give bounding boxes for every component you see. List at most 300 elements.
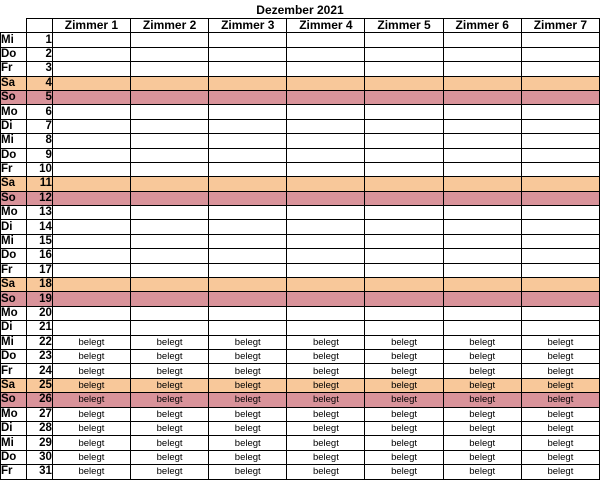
room-3-cell[interactable] <box>209 90 287 104</box>
room-4-cell[interactable] <box>287 105 365 119</box>
room-3-cell[interactable] <box>209 191 287 205</box>
room-1-cell[interactable]: belegt <box>52 421 130 435</box>
room-4-cell[interactable] <box>287 263 365 277</box>
room-6-cell[interactable] <box>443 306 521 320</box>
room-6-cell[interactable] <box>443 62 521 76</box>
room-1-cell[interactable]: belegt <box>52 450 130 464</box>
room-1-cell[interactable]: belegt <box>52 465 130 479</box>
room-1-cell[interactable]: belegt <box>52 407 130 421</box>
table-row <box>1 249 600 263</box>
header-row <box>1 19 600 33</box>
weekday-cell: Mi <box>1 134 27 148</box>
room-6-cell[interactable]: belegt <box>443 378 521 392</box>
room-3-cell[interactable]: belegt <box>209 407 287 421</box>
room-2-cell[interactable] <box>131 321 209 335</box>
room-1-cell[interactable] <box>52 220 130 234</box>
calendar-title: Dezember 2021 <box>256 3 344 17</box>
room-3-cell[interactable] <box>209 321 287 335</box>
day-number-cell: 30 <box>26 450 52 464</box>
table-row <box>1 234 600 248</box>
room-5-cell[interactable] <box>365 321 443 335</box>
room-7-cell[interactable]: belegt <box>521 450 599 464</box>
room-4-cell[interactable]: belegt <box>287 378 365 392</box>
room-4-cell[interactable]: belegt <box>287 393 365 407</box>
weekday-cell: Do <box>1 249 27 263</box>
room-6-cell[interactable] <box>443 191 521 205</box>
room-3-cell[interactable]: belegt <box>209 378 287 392</box>
weekday-cell: Mo <box>1 407 27 421</box>
room-3-cell[interactable] <box>209 62 287 76</box>
room-7-cell[interactable] <box>521 162 599 176</box>
room-4-cell[interactable] <box>287 292 365 306</box>
day-number-cell: 6 <box>26 105 52 119</box>
room-2-cell[interactable] <box>131 47 209 61</box>
room-4-cell[interactable] <box>287 62 365 76</box>
room-6-cell[interactable] <box>443 134 521 148</box>
table-row <box>1 162 600 176</box>
room-5-cell[interactable] <box>365 90 443 104</box>
room-4-cell[interactable] <box>287 306 365 320</box>
room-2-cell[interactable] <box>131 191 209 205</box>
weekday-cell: So <box>1 191 27 205</box>
room-3-cell[interactable] <box>209 47 287 61</box>
day-number-cell: 5 <box>26 90 52 104</box>
room-6-cell[interactable] <box>443 278 521 292</box>
room-3-cell[interactable]: belegt <box>209 450 287 464</box>
day-number-cell: 21 <box>26 321 52 335</box>
column-header-room-6: Zimmer 6 <box>443 19 521 33</box>
room-7-cell[interactable] <box>521 134 599 148</box>
room-6-cell[interactable] <box>443 292 521 306</box>
column-header-room-3: Zimmer 3 <box>209 19 287 33</box>
weekday-cell: Fr <box>1 263 27 277</box>
room-7-cell[interactable]: belegt <box>521 349 599 363</box>
weekday-cell: Di <box>1 421 27 435</box>
room-1-cell[interactable]: belegt <box>52 393 130 407</box>
room-1-cell[interactable]: belegt <box>52 436 130 450</box>
table-row <box>1 465 600 479</box>
room-2-cell[interactable] <box>131 90 209 104</box>
room-6-cell[interactable]: belegt <box>443 450 521 464</box>
table-row <box>1 62 600 76</box>
room-3-cell[interactable] <box>209 220 287 234</box>
room-1-cell[interactable]: belegt <box>52 364 130 378</box>
table-row <box>1 335 600 349</box>
room-1-cell[interactable] <box>52 119 130 133</box>
room-6-cell[interactable]: belegt <box>443 393 521 407</box>
room-1-cell[interactable] <box>52 177 130 191</box>
room-7-cell[interactable] <box>521 206 599 220</box>
room-6-cell[interactable] <box>443 263 521 277</box>
day-number-cell: 7 <box>26 119 52 133</box>
room-5-cell[interactable] <box>365 177 443 191</box>
weekday-cell: Do <box>1 450 27 464</box>
room-3-cell[interactable]: belegt <box>209 335 287 349</box>
day-number-cell: 11 <box>26 177 52 191</box>
room-4-cell[interactable]: belegt <box>287 349 365 363</box>
room-6-cell[interactable] <box>443 76 521 90</box>
room-2-cell[interactable]: belegt <box>131 465 209 479</box>
room-6-cell[interactable] <box>443 33 521 47</box>
day-number-cell: 27 <box>26 407 52 421</box>
room-1-cell[interactable] <box>52 76 130 90</box>
room-2-cell[interactable] <box>131 119 209 133</box>
room-7-cell[interactable]: belegt <box>521 421 599 435</box>
weekday-cell: Do <box>1 148 27 162</box>
room-5-cell[interactable] <box>365 76 443 90</box>
room-2-cell[interactable] <box>131 62 209 76</box>
room-2-cell[interactable]: belegt <box>131 407 209 421</box>
table-row <box>1 292 600 306</box>
room-1-cell[interactable] <box>52 321 130 335</box>
day-number-cell: 10 <box>26 162 52 176</box>
room-4-cell[interactable] <box>287 206 365 220</box>
day-number-cell: 8 <box>26 134 52 148</box>
room-6-cell[interactable] <box>443 220 521 234</box>
room-3-cell[interactable]: belegt <box>209 436 287 450</box>
room-5-cell[interactable] <box>365 148 443 162</box>
table-row <box>1 119 600 133</box>
table-row <box>1 76 600 90</box>
room-2-cell[interactable] <box>131 76 209 90</box>
room-4-cell[interactable] <box>287 177 365 191</box>
room-2-cell[interactable]: belegt <box>131 364 209 378</box>
room-5-cell[interactable] <box>365 206 443 220</box>
room-2-cell[interactable]: belegt <box>131 378 209 392</box>
room-3-cell[interactable] <box>209 278 287 292</box>
room-4-cell[interactable] <box>287 278 365 292</box>
room-7-cell[interactable]: belegt <box>521 465 599 479</box>
room-5-cell[interactable] <box>365 263 443 277</box>
room-4-cell[interactable] <box>287 249 365 263</box>
room-1-cell[interactable] <box>52 306 130 320</box>
room-1-cell[interactable] <box>52 162 130 176</box>
room-1-cell[interactable] <box>52 33 130 47</box>
room-5-cell[interactable]: belegt <box>365 421 443 435</box>
room-4-cell[interactable] <box>287 234 365 248</box>
room-1-cell[interactable] <box>52 234 130 248</box>
room-4-cell[interactable] <box>287 134 365 148</box>
room-6-cell[interactable] <box>443 119 521 133</box>
room-3-cell[interactable]: belegt <box>209 465 287 479</box>
table-row <box>1 191 600 205</box>
table-row <box>1 364 600 378</box>
day-number-cell: 15 <box>26 234 52 248</box>
table-row <box>1 436 600 450</box>
table-row <box>1 321 600 335</box>
room-1-cell[interactable] <box>52 292 130 306</box>
room-6-cell[interactable]: belegt <box>443 421 521 435</box>
room-4-cell[interactable] <box>287 119 365 133</box>
room-4-cell[interactable]: belegt <box>287 335 365 349</box>
room-4-cell[interactable] <box>287 321 365 335</box>
room-1-cell[interactable]: belegt <box>52 349 130 363</box>
column-header-room-7: Zimmer 7 <box>521 19 599 33</box>
column-header-room-5: Zimmer 5 <box>365 19 443 33</box>
room-5-cell[interactable] <box>365 249 443 263</box>
room-6-cell[interactable] <box>443 234 521 248</box>
room-6-cell[interactable] <box>443 47 521 61</box>
room-3-cell[interactable]: belegt <box>209 364 287 378</box>
room-5-cell[interactable] <box>365 278 443 292</box>
room-1-cell[interactable] <box>52 90 130 104</box>
room-2-cell[interactable] <box>131 263 209 277</box>
room-3-cell[interactable] <box>209 206 287 220</box>
room-7-cell[interactable] <box>521 47 599 61</box>
day-number-cell: 23 <box>26 349 52 363</box>
room-7-cell[interactable] <box>521 177 599 191</box>
room-7-cell[interactable] <box>521 234 599 248</box>
room-4-cell[interactable] <box>287 76 365 90</box>
room-6-cell[interactable] <box>443 206 521 220</box>
room-4-cell[interactable] <box>287 191 365 205</box>
table-row <box>1 177 600 191</box>
room-3-cell[interactable] <box>209 306 287 320</box>
room-2-cell[interactable] <box>131 148 209 162</box>
room-4-cell[interactable] <box>287 220 365 234</box>
room-7-cell[interactable] <box>521 105 599 119</box>
weekday-cell: Fr <box>1 162 27 176</box>
room-2-cell[interactable] <box>131 105 209 119</box>
room-7-cell[interactable] <box>521 76 599 90</box>
table-row <box>1 33 600 47</box>
table-row <box>1 278 600 292</box>
room-7-cell[interactable] <box>521 90 599 104</box>
room-2-cell[interactable] <box>131 278 209 292</box>
table-row <box>1 407 600 421</box>
room-6-cell[interactable] <box>443 162 521 176</box>
room-3-cell[interactable]: belegt <box>209 349 287 363</box>
room-4-cell[interactable]: belegt <box>287 364 365 378</box>
weekday-cell: So <box>1 393 27 407</box>
weekday-cell: Fr <box>1 62 27 76</box>
room-2-cell[interactable] <box>131 33 209 47</box>
room-4-cell[interactable] <box>287 90 365 104</box>
room-6-cell[interactable]: belegt <box>443 364 521 378</box>
room-6-cell[interactable] <box>443 321 521 335</box>
room-5-cell[interactable] <box>365 292 443 306</box>
room-5-cell[interactable]: belegt <box>365 335 443 349</box>
room-3-cell[interactable] <box>209 148 287 162</box>
room-2-cell[interactable] <box>131 249 209 263</box>
room-1-cell[interactable] <box>52 278 130 292</box>
weekday-cell: Mi <box>1 234 27 248</box>
room-6-cell[interactable] <box>443 105 521 119</box>
room-5-cell[interactable] <box>365 119 443 133</box>
room-3-cell[interactable] <box>209 76 287 90</box>
room-7-cell[interactable]: belegt <box>521 364 599 378</box>
room-2-cell[interactable]: belegt <box>131 335 209 349</box>
room-3-cell[interactable] <box>209 105 287 119</box>
room-2-cell[interactable]: belegt <box>131 450 209 464</box>
table-row <box>1 393 600 407</box>
column-header-room-2: Zimmer 2 <box>131 19 209 33</box>
room-5-cell[interactable] <box>365 62 443 76</box>
room-5-cell[interactable] <box>365 220 443 234</box>
room-4-cell[interactable]: belegt <box>287 465 365 479</box>
room-2-cell[interactable] <box>131 177 209 191</box>
room-1-cell[interactable] <box>52 206 130 220</box>
room-7-cell[interactable]: belegt <box>521 436 599 450</box>
room-4-cell[interactable] <box>287 47 365 61</box>
room-7-cell[interactable] <box>521 249 599 263</box>
room-7-cell[interactable] <box>521 148 599 162</box>
room-7-cell[interactable] <box>521 292 599 306</box>
day-number-cell: 20 <box>26 306 52 320</box>
room-6-cell[interactable] <box>443 249 521 263</box>
room-4-cell[interactable] <box>287 162 365 176</box>
header-blank-day <box>26 19 52 33</box>
room-5-cell[interactable]: belegt <box>365 407 443 421</box>
room-7-cell[interactable]: belegt <box>521 378 599 392</box>
room-7-cell[interactable]: belegt <box>521 335 599 349</box>
room-7-cell[interactable] <box>521 191 599 205</box>
table-row <box>1 90 600 104</box>
room-1-cell[interactable] <box>52 105 130 119</box>
room-7-cell[interactable] <box>521 33 599 47</box>
room-6-cell[interactable] <box>443 90 521 104</box>
room-3-cell[interactable] <box>209 263 287 277</box>
day-number-cell: 28 <box>26 421 52 435</box>
weekday-cell: Fr <box>1 364 27 378</box>
room-7-cell[interactable] <box>521 119 599 133</box>
room-1-cell[interactable] <box>52 47 130 61</box>
room-7-cell[interactable] <box>521 62 599 76</box>
room-2-cell[interactable] <box>131 220 209 234</box>
room-5-cell[interactable]: belegt <box>365 450 443 464</box>
room-5-cell[interactable]: belegt <box>365 349 443 363</box>
day-number-cell: 25 <box>26 378 52 392</box>
room-2-cell[interactable]: belegt <box>131 349 209 363</box>
weekday-cell: Mo <box>1 306 27 320</box>
room-2-cell[interactable] <box>131 162 209 176</box>
weekday-cell: So <box>1 292 27 306</box>
room-5-cell[interactable] <box>365 33 443 47</box>
room-2-cell[interactable] <box>131 134 209 148</box>
room-7-cell[interactable] <box>521 306 599 320</box>
room-7-cell[interactable]: belegt <box>521 407 599 421</box>
room-1-cell[interactable] <box>52 62 130 76</box>
room-6-cell[interactable]: belegt <box>443 349 521 363</box>
room-3-cell[interactable] <box>209 234 287 248</box>
room-4-cell[interactable]: belegt <box>287 407 365 421</box>
room-3-cell[interactable] <box>209 292 287 306</box>
table-row <box>1 134 600 148</box>
room-6-cell[interactable]: belegt <box>443 465 521 479</box>
table-row <box>1 148 600 162</box>
room-1-cell[interactable] <box>52 148 130 162</box>
table-row <box>1 306 600 320</box>
table-row <box>1 450 600 464</box>
room-1-cell[interactable] <box>52 134 130 148</box>
weekday-cell: Do <box>1 47 27 61</box>
room-3-cell[interactable] <box>209 33 287 47</box>
room-3-cell[interactable] <box>209 134 287 148</box>
room-3-cell[interactable]: belegt <box>209 421 287 435</box>
weekday-cell: Mo <box>1 206 27 220</box>
room-3-cell[interactable] <box>209 249 287 263</box>
room-5-cell[interactable] <box>365 306 443 320</box>
weekday-cell: So <box>1 90 27 104</box>
room-5-cell[interactable] <box>365 162 443 176</box>
weekday-cell: Sa <box>1 177 27 191</box>
day-number-cell: 18 <box>26 278 52 292</box>
room-5-cell[interactable]: belegt <box>365 465 443 479</box>
room-1-cell[interactable] <box>52 263 130 277</box>
room-6-cell[interactable] <box>443 148 521 162</box>
day-number-cell: 9 <box>26 148 52 162</box>
room-4-cell[interactable] <box>287 148 365 162</box>
room-7-cell[interactable] <box>521 321 599 335</box>
table-row <box>1 378 600 392</box>
room-5-cell[interactable]: belegt <box>365 393 443 407</box>
table-row <box>1 349 600 363</box>
room-1-cell[interactable] <box>52 191 130 205</box>
room-3-cell[interactable]: belegt <box>209 393 287 407</box>
header-blank-weekday <box>1 19 27 33</box>
day-number-cell: 26 <box>26 393 52 407</box>
day-number-cell: 16 <box>26 249 52 263</box>
room-1-cell[interactable]: belegt <box>52 378 130 392</box>
room-6-cell[interactable]: belegt <box>443 436 521 450</box>
weekday-cell: Mi <box>1 335 27 349</box>
day-number-cell: 31 <box>26 465 52 479</box>
day-number-cell: 2 <box>26 47 52 61</box>
room-4-cell[interactable]: belegt <box>287 436 365 450</box>
room-2-cell[interactable]: belegt <box>131 421 209 435</box>
weekday-cell: Mi <box>1 436 27 450</box>
room-6-cell[interactable]: belegt <box>443 335 521 349</box>
room-7-cell[interactable] <box>521 220 599 234</box>
room-4-cell[interactable]: belegt <box>287 421 365 435</box>
day-number-cell: 24 <box>26 364 52 378</box>
room-3-cell[interactable] <box>209 177 287 191</box>
day-number-cell: 1 <box>26 33 52 47</box>
room-2-cell[interactable] <box>131 292 209 306</box>
room-6-cell[interactable]: belegt <box>443 407 521 421</box>
room-4-cell[interactable] <box>287 33 365 47</box>
room-5-cell[interactable]: belegt <box>365 378 443 392</box>
weekday-cell: Sa <box>1 278 27 292</box>
room-2-cell[interactable] <box>131 306 209 320</box>
room-2-cell[interactable]: belegt <box>131 436 209 450</box>
weekday-cell: Di <box>1 321 27 335</box>
room-5-cell[interactable]: belegt <box>365 436 443 450</box>
room-5-cell[interactable] <box>365 191 443 205</box>
room-5-cell[interactable] <box>365 134 443 148</box>
room-1-cell[interactable]: belegt <box>52 335 130 349</box>
room-5-cell[interactable]: belegt <box>365 364 443 378</box>
room-2-cell[interactable] <box>131 234 209 248</box>
room-6-cell[interactable] <box>443 177 521 191</box>
room-5-cell[interactable] <box>365 105 443 119</box>
room-7-cell[interactable] <box>521 263 599 277</box>
day-number-cell: 14 <box>26 220 52 234</box>
weekday-cell: Di <box>1 119 27 133</box>
room-5-cell[interactable] <box>365 47 443 61</box>
day-number-cell: 19 <box>26 292 52 306</box>
room-5-cell[interactable] <box>365 234 443 248</box>
table-row <box>1 47 600 61</box>
room-2-cell[interactable]: belegt <box>131 393 209 407</box>
room-2-cell[interactable] <box>131 206 209 220</box>
room-7-cell[interactable]: belegt <box>521 393 599 407</box>
room-7-cell[interactable] <box>521 278 599 292</box>
room-4-cell[interactable]: belegt <box>287 450 365 464</box>
room-3-cell[interactable] <box>209 119 287 133</box>
room-1-cell[interactable] <box>52 249 130 263</box>
room-3-cell[interactable] <box>209 162 287 176</box>
